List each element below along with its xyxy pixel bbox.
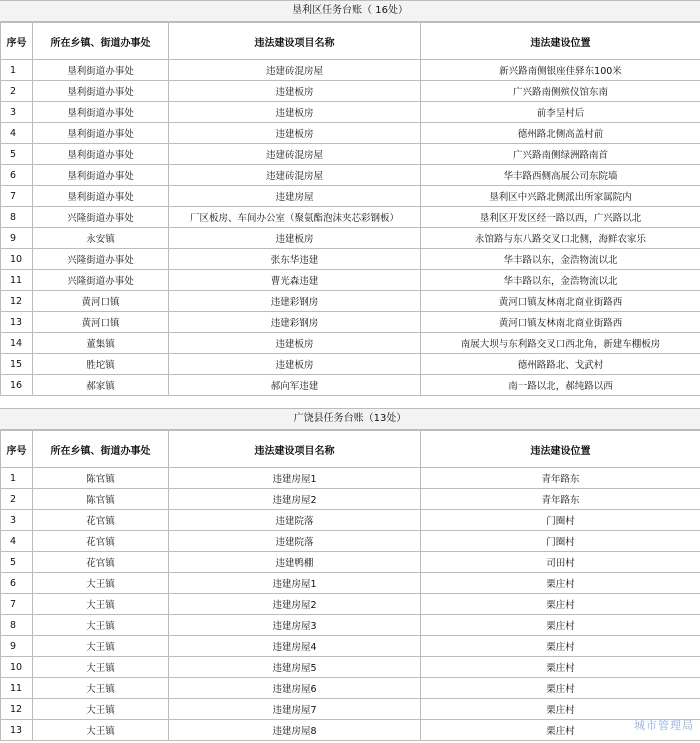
watermark: 城市管理局 (634, 719, 694, 732)
header-town: 所在乡镇、街道办事处 (33, 431, 169, 468)
cell-location: 华丰路以东，金浩物流以北 (421, 249, 700, 270)
cell-town: 黄河口镇 (33, 312, 169, 333)
cell-location: 黄河口镇友林南北商业街路西 (421, 312, 700, 333)
table-row (1, 678, 700, 699)
cell-project: 违建板房 (169, 81, 421, 102)
cell-project: 违建板房 (169, 123, 421, 144)
table-row (1, 615, 700, 636)
cell-project: 违建房屋2 (169, 489, 421, 510)
cell-town: 董集镇 (33, 333, 169, 354)
cell-index: 2 (1, 81, 33, 102)
cell-index: 10 (1, 657, 33, 678)
cell-location: 栗庄村 (421, 699, 700, 720)
cell-project: 违建板房 (169, 228, 421, 249)
cell-town: 大王镇 (33, 720, 169, 741)
cell-project: 违建房屋8 (169, 720, 421, 741)
cell-town: 大王镇 (33, 573, 169, 594)
cell-index: 2 (1, 489, 33, 510)
cell-index: 7 (1, 186, 33, 207)
cell-location: 栗庄村 (421, 657, 700, 678)
cell-project: 违建房屋1 (169, 573, 421, 594)
cell-project: 厂区板房、车间办公室（聚氨酯泡沫夹芯彩钢板） (169, 207, 421, 228)
header-row (1, 431, 700, 468)
cell-location: 栗庄村 (421, 678, 700, 699)
header-index: 序号 (1, 431, 33, 468)
cell-project: 违建房屋1 (169, 468, 421, 489)
cell-location: 华丰路以东，金浩物流以北 (421, 270, 700, 291)
table-row (1, 594, 700, 615)
cell-town: 垦利街道办事处 (33, 102, 169, 123)
cell-town: 大王镇 (33, 657, 169, 678)
cell-location: 垦利区中兴路北侧派出所家属院内 (421, 186, 700, 207)
table-row (1, 228, 700, 249)
cell-town: 垦利街道办事处 (33, 144, 169, 165)
cell-project: 违建房屋7 (169, 699, 421, 720)
cell-town: 大王镇 (33, 699, 169, 720)
cell-location: 华丰路西侧高展公司东院墙 (421, 165, 700, 186)
cell-town: 大王镇 (33, 678, 169, 699)
cell-index: 9 (1, 228, 33, 249)
cell-location: 栗庄村 (421, 594, 700, 615)
table-row (1, 291, 700, 312)
cell-location: 新兴路南侧银座佳驿东100米 (421, 60, 700, 81)
cell-index: 4 (1, 123, 33, 144)
cell-location: 门圈村 (421, 531, 700, 552)
table-row (1, 60, 700, 81)
table-row (1, 165, 700, 186)
cell-project: 违建房屋4 (169, 636, 421, 657)
cell-town: 垦利街道办事处 (33, 165, 169, 186)
cell-location: 前李呈村后 (421, 102, 700, 123)
header-index: 序号 (1, 23, 33, 60)
cell-town: 兴隆街道办事处 (33, 249, 169, 270)
cell-location: 青年路东 (421, 489, 700, 510)
cell-town: 黄河口镇 (33, 291, 169, 312)
cell-town: 胜坨镇 (33, 354, 169, 375)
cell-index: 12 (1, 291, 33, 312)
header-project: 违法建设项目名称 (169, 23, 421, 60)
cell-town: 垦利街道办事处 (33, 186, 169, 207)
cell-project: 张东华违建 (169, 249, 421, 270)
cell-index: 5 (1, 552, 33, 573)
cell-town: 陈官镇 (33, 489, 169, 510)
header-location: 违法建设位置 (421, 23, 700, 60)
cell-location: 德州路路北、戈武村 (421, 354, 700, 375)
table-row (1, 102, 700, 123)
table-row (1, 552, 700, 573)
header-project: 违法建设项目名称 (169, 431, 421, 468)
table-row (1, 489, 700, 510)
cell-project: 违建砖混房屋 (169, 165, 421, 186)
ledger-table (0, 22, 700, 396)
cell-index: 5 (1, 144, 33, 165)
cell-town: 大王镇 (33, 636, 169, 657)
table-row (1, 375, 700, 396)
table-row (1, 573, 700, 594)
cell-location: 黄河口镇友林南北商业街路西 (421, 291, 700, 312)
cell-location: 垦利区开发区经一路以西，广兴路以北 (421, 207, 700, 228)
table-row (1, 186, 700, 207)
cell-project: 违建彩钢房 (169, 291, 421, 312)
cell-town: 垦利街道办事处 (33, 123, 169, 144)
cell-index: 3 (1, 510, 33, 531)
cell-project: 违建砖混房屋 (169, 144, 421, 165)
cell-location: 栗庄村 (421, 573, 700, 594)
cell-town: 花官镇 (33, 552, 169, 573)
cell-location: 青年路东 (421, 468, 700, 489)
table-row (1, 720, 700, 741)
cell-town: 垦利街道办事处 (33, 81, 169, 102)
table-row (1, 468, 700, 489)
cell-project: 违建房屋 (169, 186, 421, 207)
cell-project: 违建鸭棚 (169, 552, 421, 573)
cell-project: 郝向军违建 (169, 375, 421, 396)
cell-index: 8 (1, 207, 33, 228)
table-row (1, 270, 700, 291)
table-row (1, 249, 700, 270)
cell-project: 违建房屋5 (169, 657, 421, 678)
cell-index: 3 (1, 102, 33, 123)
cell-town: 兴隆街道办事处 (33, 207, 169, 228)
cell-location: 栗庄村 (421, 636, 700, 657)
table-row (1, 531, 700, 552)
cell-location: 南展大坝与东利路交叉口西北角，新建车棚板房 (421, 333, 700, 354)
table-row (1, 333, 700, 354)
cell-index: 1 (1, 60, 33, 81)
ledger-guangrao (0, 408, 700, 741)
cell-index: 12 (1, 699, 33, 720)
cell-location: 德州路北侧高盖村前 (421, 123, 700, 144)
table-row (1, 636, 700, 657)
cell-location: 栗庄村 (421, 615, 700, 636)
cell-town: 花官镇 (33, 531, 169, 552)
cell-project: 违建砖混房屋 (169, 60, 421, 81)
cell-index: 15 (1, 354, 33, 375)
ledger-table (0, 430, 700, 741)
cell-project: 曹光森违建 (169, 270, 421, 291)
cell-project: 违建房屋6 (169, 678, 421, 699)
table-row (1, 354, 700, 375)
cell-index: 16 (1, 375, 33, 396)
cell-project: 违建板房 (169, 333, 421, 354)
cell-town: 垦利街道办事处 (33, 60, 169, 81)
cell-index: 8 (1, 615, 33, 636)
cell-index: 6 (1, 573, 33, 594)
cell-town: 兴隆街道办事处 (33, 270, 169, 291)
table-row (1, 510, 700, 531)
table-row (1, 123, 700, 144)
table-row (1, 144, 700, 165)
table-row (1, 312, 700, 333)
cell-project: 违建彩钢房 (169, 312, 421, 333)
cell-index: 10 (1, 249, 33, 270)
cell-location: 门圈村 (421, 510, 700, 531)
header-location: 违法建设位置 (421, 431, 700, 468)
cell-town: 大王镇 (33, 594, 169, 615)
cell-location: 栗庄村 (421, 720, 700, 741)
cell-index: 6 (1, 165, 33, 186)
cell-index: 13 (1, 312, 33, 333)
cell-town: 永安镇 (33, 228, 169, 249)
cell-index: 7 (1, 594, 33, 615)
cell-location: 广兴路南侧殡仪馆东南 (421, 81, 700, 102)
table-row (1, 657, 700, 678)
cell-index: 4 (1, 531, 33, 552)
cell-project: 违建板房 (169, 354, 421, 375)
table-row (1, 207, 700, 228)
cell-town: 花官镇 (33, 510, 169, 531)
cell-location: 南一路以北，郝纯路以西 (421, 375, 700, 396)
cell-town: 大王镇 (33, 615, 169, 636)
cell-location: 司田村 (421, 552, 700, 573)
header-town: 所在乡镇、街道办事处 (33, 23, 169, 60)
cell-index: 11 (1, 270, 33, 291)
cell-town: 陈官镇 (33, 468, 169, 489)
cell-project: 违建院落 (169, 531, 421, 552)
cell-index: 9 (1, 636, 33, 657)
cell-project: 违建房屋3 (169, 615, 421, 636)
cell-town: 郝家镇 (33, 375, 169, 396)
table-row (1, 699, 700, 720)
cell-index: 14 (1, 333, 33, 354)
header-row (1, 23, 700, 60)
cell-location: 广兴路南侧绿洲路南首 (421, 144, 700, 165)
cell-project: 违建院落 (169, 510, 421, 531)
cell-index: 11 (1, 678, 33, 699)
table-row (1, 81, 700, 102)
cell-project: 违建房屋2 (169, 594, 421, 615)
ledger-title: 垦利区任务台账（ 16处） (0, 0, 700, 22)
ledger-title: 广饶县任务台账（13处） (0, 408, 700, 430)
cell-index: 1 (1, 468, 33, 489)
cell-location: 永馆路与东八路交叉口北侧，海鲜农家乐 (421, 228, 700, 249)
cell-project: 违建板房 (169, 102, 421, 123)
cell-index: 13 (1, 720, 33, 741)
